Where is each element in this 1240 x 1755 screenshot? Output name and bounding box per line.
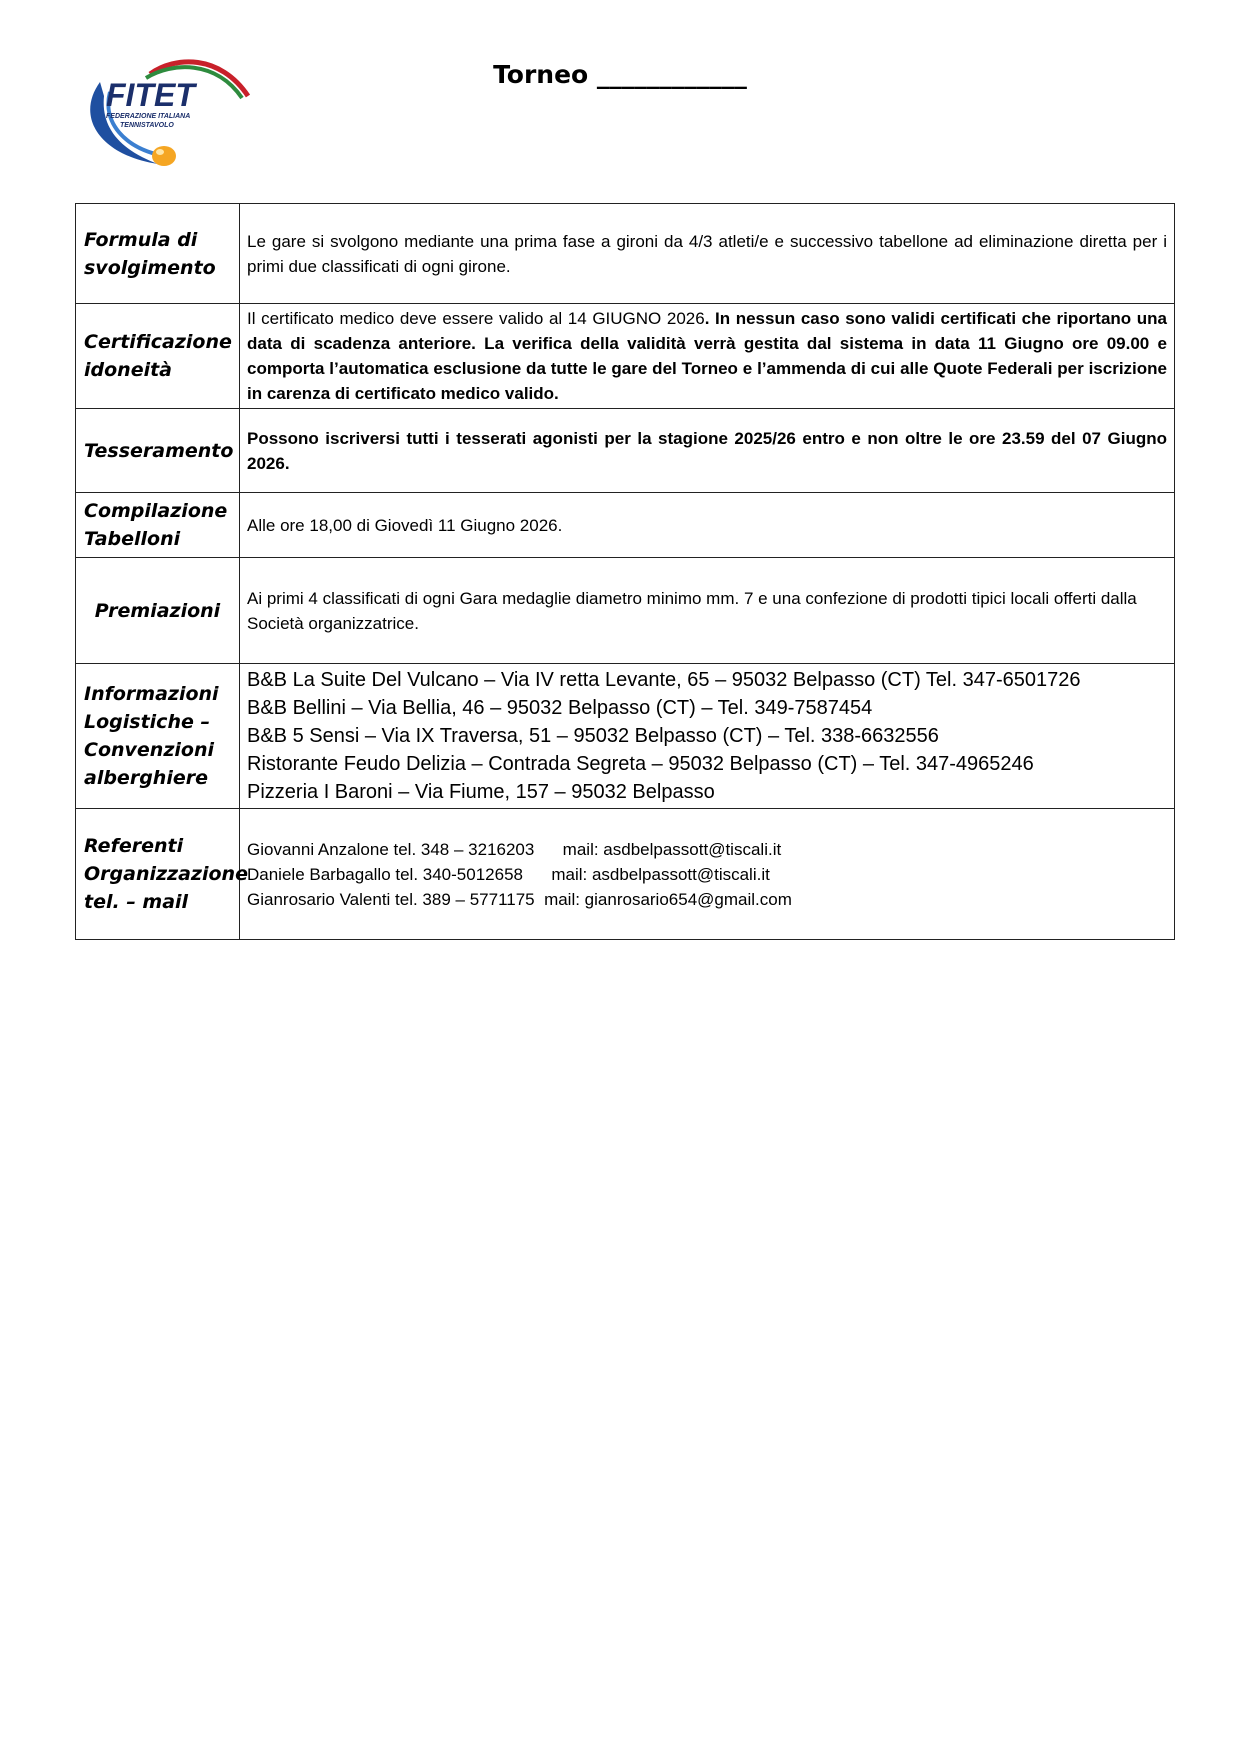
certificazione-label: Certificazione idoneità	[76, 304, 240, 409]
svg-text:FEDERAZIONE ITALIANA: FEDERAZIONE ITALIANA	[106, 113, 191, 120]
logistica-line: Ristorante Feudo Delizia – Contrada Segreta – 95032 Belpasso (CT) – Tel. 347-4965246	[247, 753, 1034, 775]
logistica-label: Informazioni Logistiche – Convenzioni alberghiere	[76, 664, 240, 809]
formula-label: Formula di svolgimento	[76, 204, 240, 304]
certificazione-text	[240, 304, 1175, 409]
row-logistica	[76, 664, 1175, 809]
premiazioni-text: Ai primi 4 classificati di ogni Gara medaglie diametro minimo mm. 7 e una confezione di prodotti tipici locali offerti dalla Società organizzatrice.	[240, 558, 1175, 664]
formula-text: Le gare si svolgono mediante una prima fase a gironi da 4/3 atleti/e e successivo tabellone ad eliminazione diretta per i primi due classificati di ogni girone.	[240, 204, 1175, 304]
document-title: Torneo ____________	[493, 60, 747, 89]
logistica-list	[240, 664, 1175, 809]
svg-text:TENNISTAVOLO: TENNISTAVOLO	[120, 122, 174, 129]
tournament-info-table	[75, 203, 1175, 940]
referente-line: Giovanni Anzalone tel. 348 – 3216203 mail: asdbelpassott@tiscali.it	[247, 839, 782, 859]
row-premiazioni	[76, 558, 1175, 664]
logistica-line: B&B Bellini – Via Bellia, 46 – 95032 Belpasso (CT) – Tel. 349-7587454	[247, 697, 873, 719]
referente-line: Daniele Barbagallo tel. 340-5012658 mail: asdbelpassott@tiscali.it	[247, 864, 770, 884]
certificazione-text-bold: . In nessun caso sono validi certificati che riportano una data di scadenza anteriore. La verifica della validità verrà gestita dal sistema in data 11 Giugno ore 09.00 e comporta l’automatica esclusione da tutte le gare del Torneo e l’ammenda di cui alle Quote Federali per iscrizione in carenza di certificato medico valido.	[247, 309, 1167, 403]
row-tesseramento	[76, 409, 1175, 493]
row-formula	[76, 204, 1175, 304]
svg-text:FITET: FITET	[106, 77, 195, 113]
logistica-line: Pizzeria I Baroni – Via Fiume, 157 – 95032 Belpasso	[247, 781, 715, 803]
compilazione-label: Compilazione Tabelloni	[76, 493, 240, 558]
row-referenti	[76, 809, 1175, 940]
referenti-list	[240, 809, 1175, 940]
compilazione-text: Alle ore 18,00 di Giovedì 11 Giugno 2026.	[240, 493, 1175, 558]
referenti-label: Referenti Organizzazione tel. – mail	[76, 809, 240, 940]
referente-line: Gianrosario Valenti tel. 389 – 5771175 mail: gianrosario654@gmail.com	[247, 889, 792, 909]
row-certificazione	[76, 304, 1175, 409]
certificazione-text-normal: Il certificato medico deve essere valido al 14 GIUGNO 2026	[247, 309, 705, 328]
tesseramento-text: Possono iscriversi tutti i tesserati agonisti per la stagione 2025/26 entro e non oltre le ore 23.59 del 07 Giugno 2026.	[240, 409, 1175, 493]
premiazioni-label: Premiazioni	[76, 558, 240, 664]
tesseramento-label: Tesseramento	[76, 409, 240, 493]
logistica-line: B&B 5 Sensi – Via IX Traversa, 51 – 95032 Belpasso (CT) – Tel. 338-6632556	[247, 725, 939, 747]
row-compilazione	[76, 493, 1175, 558]
logistica-line: B&B La Suite Del Vulcano – Via IV retta Levante, 65 – 95032 Belpasso (CT) Tel. 347-6501726	[247, 669, 1081, 691]
